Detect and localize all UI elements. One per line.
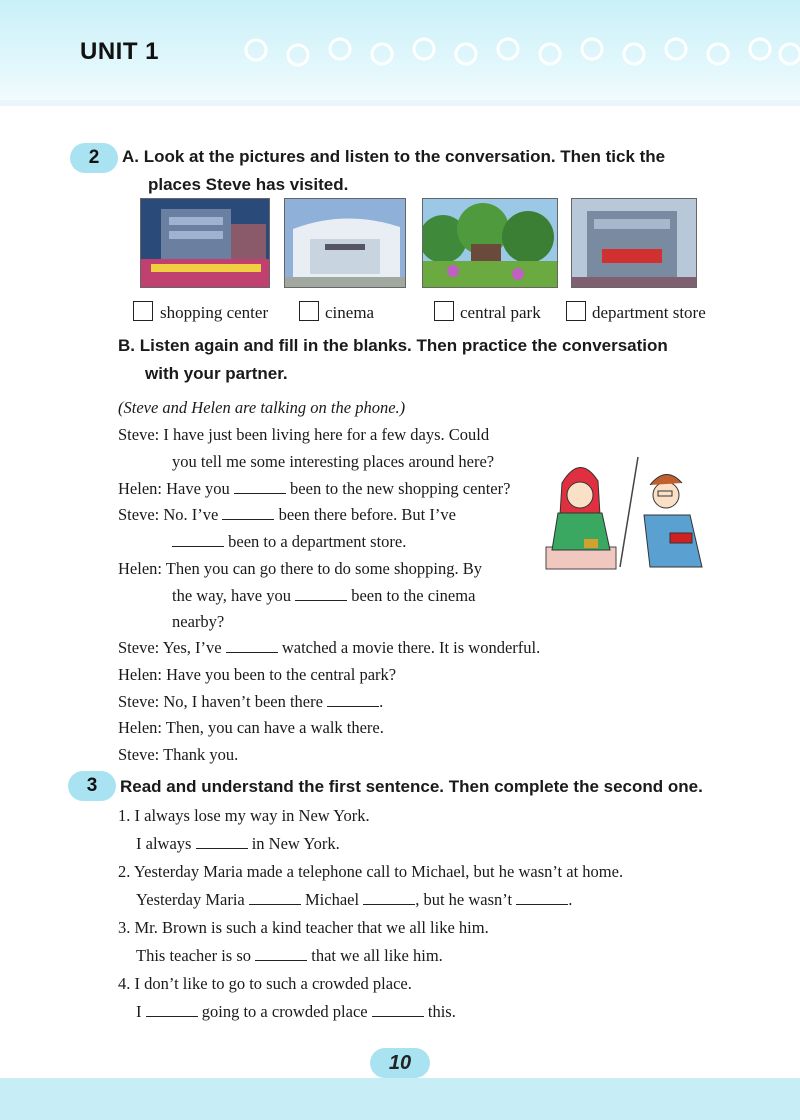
answer-blank[interactable] — [172, 532, 224, 547]
answer-blank[interactable] — [295, 586, 347, 601]
answer-blank[interactable] — [363, 890, 415, 905]
dialogue-line: Helen: Then you can go there to do some shopping. By — [118, 559, 483, 578]
answer-blank[interactable] — [222, 505, 274, 520]
central-park-checkbox[interactable] — [434, 301, 454, 321]
header-divider — [0, 100, 800, 106]
exercise-sentence: This teacher is so that we all like him. — [136, 946, 443, 965]
answer-blank[interactable] — [234, 479, 286, 494]
part-b-instruction-cont: with your partner. — [145, 364, 288, 383]
dialogue-line: been to a department store. — [172, 532, 406, 552]
dialogue-line: Helen: Have you been to the new shopping center? — [118, 479, 511, 498]
phone-call-illustration — [540, 455, 705, 575]
exercise-sentence: Yesterday Maria Michael , but he wasn’t . — [136, 890, 573, 909]
section-3-instruction: Read and understand the first sentence. Then complete the second one. — [120, 777, 703, 796]
department-store-photo — [571, 198, 697, 288]
exercise-sentence: 4. I don’t like to go to such a crowded place. — [118, 974, 412, 993]
exercise-sentence: I going to a crowded place this. — [136, 1002, 456, 1021]
cinema-photo — [284, 198, 406, 288]
exercise-sentence: I always in New York. — [136, 834, 340, 853]
answer-blank[interactable] — [226, 638, 278, 653]
shopping-center-checkbox[interactable] — [133, 301, 153, 321]
section-2-number: 2 — [70, 143, 118, 173]
exercise-sentence: 2. Yesterday Maria made a telephone call to Michael, but he wasn’t at home. — [118, 862, 624, 881]
dialogue-line: you tell me some interesting places around here? — [172, 452, 495, 471]
answer-blank[interactable] — [372, 1002, 424, 1017]
answer-blank[interactable] — [196, 834, 248, 849]
unit-title: UNIT 1 — [80, 38, 160, 65]
stage-direction: (Steve and Helen are talking on the phone.) — [118, 398, 406, 417]
dialogue-line: Steve: No. I’ve been there before. But I’ve — [118, 505, 456, 524]
dialogue-line: Steve: Yes, I’ve watched a movie there. It is wonderful. — [118, 638, 541, 657]
decorative-rings — [242, 36, 800, 70]
dialogue-line: Helen: Have you been to the central park? — [118, 665, 397, 684]
department-store-label: department store — [592, 303, 706, 322]
part-a-instruction-cont: places Steve has visited. — [148, 175, 349, 194]
shopping-center-label: shopping center — [160, 303, 269, 322]
cinema-checkbox[interactable] — [299, 301, 319, 321]
dialogue-line: Steve: No, I haven’t been there . — [118, 692, 384, 711]
dialogue-line: Helen: Then, you can have a walk there. — [118, 718, 384, 737]
part-a-instruction: A. Look at the pictures and listen to the conversation. Then tick the — [122, 147, 666, 166]
answer-blank[interactable] — [516, 890, 568, 905]
central-park-label: central park — [460, 303, 541, 322]
dialogue-line: Steve: Thank you. — [118, 745, 239, 764]
exercise-sentence: 3. Mr. Brown is such a kind teacher that we all like him. — [118, 918, 489, 937]
dialogue-line: the way, have you been to the cinema — [172, 586, 476, 605]
answer-blank[interactable] — [249, 890, 301, 905]
dialogue-line: nearby? — [172, 612, 225, 631]
answer-blank[interactable] — [146, 1002, 198, 1017]
answer-blank[interactable] — [327, 692, 379, 707]
exercise-sentence: 1. I always lose my way in New York. — [118, 806, 370, 825]
page-footer — [0, 1078, 800, 1120]
central-park-photo — [422, 198, 558, 288]
dialogue-line: Steve: I have just been living here for a few days. Could — [118, 425, 490, 444]
shopping-center-photo — [140, 198, 270, 288]
page-number: 10 — [370, 1048, 430, 1078]
part-b-instruction: B. Listen again and fill in the blanks. Then practice the conversation — [118, 336, 668, 355]
section-3-number: 3 — [68, 771, 116, 801]
answer-blank[interactable] — [255, 946, 307, 961]
department-store-checkbox[interactable] — [566, 301, 586, 321]
cinema-label: cinema — [325, 303, 375, 322]
